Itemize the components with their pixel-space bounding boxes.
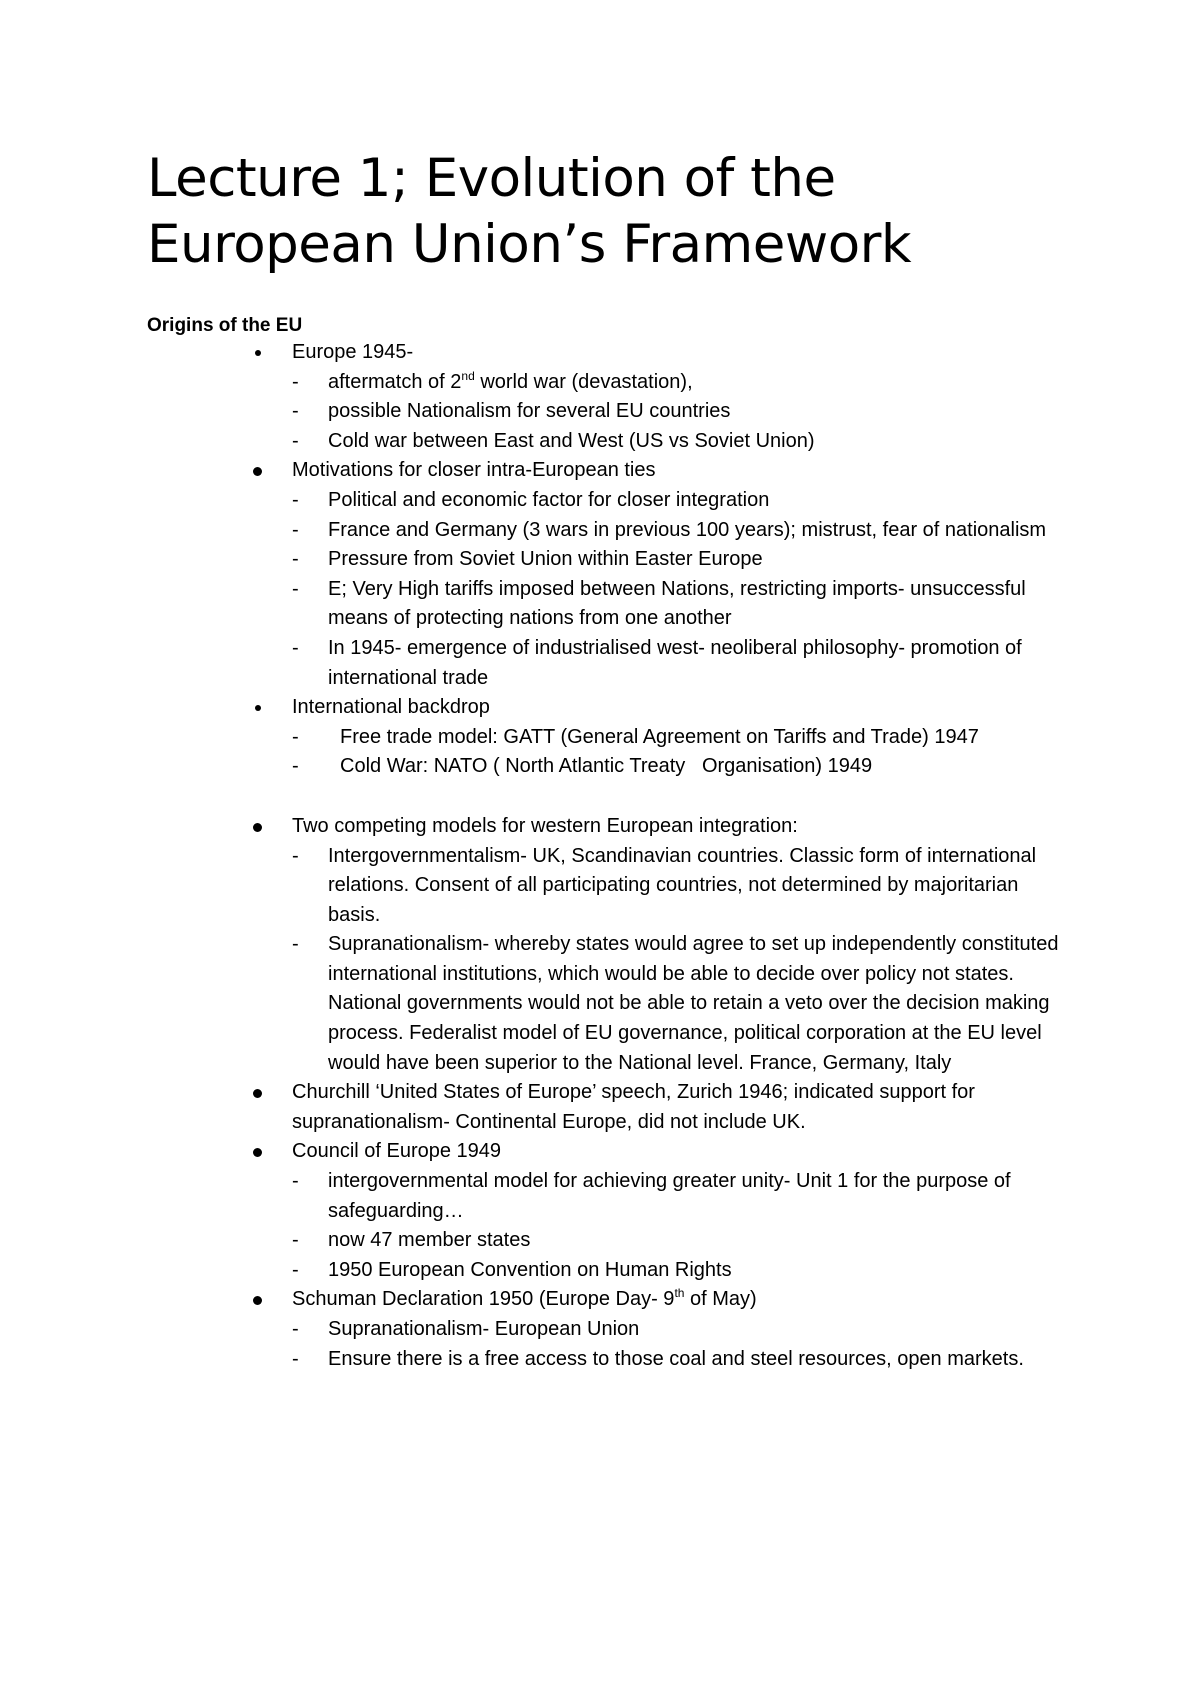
sub-text: Cold war between East and West (US vs Soviet Union) xyxy=(328,429,815,452)
dash-icon: - xyxy=(292,1170,299,1193)
dash-icon: - xyxy=(292,518,299,541)
blank-line xyxy=(0,782,1200,812)
bullet-item xyxy=(0,456,1072,486)
section-heading: Origins of the EU xyxy=(147,315,303,336)
dash-icon: - xyxy=(292,429,299,452)
sub-text: aftermatch of 2nd world war (devastation), xyxy=(328,368,693,393)
bullet-label: Europe 1945- xyxy=(292,341,414,363)
dash-icon: - xyxy=(292,577,299,600)
dash-icon: - xyxy=(292,548,299,571)
sub-item xyxy=(0,545,1068,575)
bullet-item xyxy=(0,1285,1072,1315)
sub-text: Supranationalism- European Union xyxy=(328,1318,640,1340)
bullet-label: Schuman Declaration 1950 (Europe Day- 9th of May) xyxy=(292,1286,757,1311)
sub-text: now 47 member states xyxy=(328,1229,531,1252)
page-title xyxy=(147,146,1107,278)
sub-item xyxy=(0,1345,1068,1375)
bullet-label: Two competing models for western European integration: xyxy=(292,814,798,837)
bullet-icon xyxy=(255,350,261,356)
title-line-1: Lecture 1; Evolution of the xyxy=(147,148,836,209)
sub-text: Supranationalism- whereby states would agree to set up independently constituted international institutions, which would be able to decide over policy not states. National governments would not be able to retain a veto over the decision making process. Federalist model of EU governance, political corporation at the EU level would have been superior to the National level. France, Germany, Italy xyxy=(328,933,1059,1074)
sub-item xyxy=(0,575,1068,634)
bullet-item xyxy=(0,693,1072,723)
sub-item xyxy=(0,1315,1068,1345)
dash-icon: - xyxy=(292,488,299,511)
sub-text: Cold War: NATO ( North Atlantic Treaty Organisation) 1949 xyxy=(340,755,873,778)
sub-item xyxy=(0,842,1068,931)
bullet-icon xyxy=(253,1296,262,1305)
sub-item xyxy=(0,752,1070,782)
bullet-label: International backdrop xyxy=(292,696,490,719)
sub-text: Intergovernmentalism- UK, Scandinavian countries. Classic form of international relations. Consent of all participating countries, not determined by majoritarian basis. xyxy=(328,844,1037,926)
bullet-icon xyxy=(253,1089,262,1098)
sub-item xyxy=(0,930,1068,1078)
dash-icon: - xyxy=(292,725,299,748)
bullet-label: Churchill ‘United States of Europe’ speech, Zurich 1946; indicated support for supranationalism- Continental Europe, did not include UK. xyxy=(292,1081,975,1133)
sub-item xyxy=(0,368,1068,398)
sub-item xyxy=(0,1167,1068,1226)
sub-item xyxy=(0,516,1068,546)
bullet-icon xyxy=(255,705,261,711)
sub-item xyxy=(0,1256,1068,1286)
dash-icon: - xyxy=(292,933,299,956)
bullet-label: Council of Europe 1949 xyxy=(292,1140,502,1163)
bullet-item xyxy=(0,1078,1072,1137)
sub-text: Free trade model: GATT (General Agreement on Tariffs and Trade) 1947 xyxy=(340,725,979,748)
sub-item xyxy=(0,634,1068,693)
dash-icon: - xyxy=(292,1229,299,1252)
bullet-item xyxy=(0,812,1072,842)
outline-list xyxy=(0,338,1200,1374)
bullet-icon xyxy=(253,467,262,476)
sub-item xyxy=(0,397,1068,427)
sub-text: Political and economic factor for closer integration xyxy=(328,488,770,511)
dash-icon: - xyxy=(292,1347,299,1370)
dash-icon: - xyxy=(292,1318,299,1340)
sub-item xyxy=(0,427,1068,457)
sub-text: possible Nationalism for several EU countries xyxy=(328,400,731,423)
bullet-item xyxy=(0,1137,1072,1167)
dash-icon: - xyxy=(292,400,299,423)
sub-text: Ensure there is a free access to those coal and steel resources, open markets. xyxy=(328,1347,1024,1370)
sub-text: E; Very High tariffs imposed between Nations, restricting imports- unsuccessful means of protecting nations from one another xyxy=(328,577,1026,630)
sub-text: In 1945- emergence of industrialised west- neoliberal philosophy- promotion of international trade xyxy=(328,636,1022,689)
dash-icon: - xyxy=(292,755,299,778)
dash-icon: - xyxy=(292,636,299,659)
bullet-item xyxy=(0,338,1072,368)
sub-item xyxy=(0,486,1068,516)
sub-item xyxy=(0,1226,1068,1256)
bullet-icon xyxy=(253,1148,262,1157)
bullet-icon xyxy=(253,823,262,832)
title-line-2: European Union’s Framework xyxy=(147,214,912,275)
sub-item xyxy=(0,723,1070,753)
dash-icon: - xyxy=(292,1258,299,1281)
sub-text: intergovernmental model for achieving greater unity- Unit 1 for the purpose of safeguarding… xyxy=(328,1170,1011,1222)
sub-text: 1950 European Convention on Human Rights xyxy=(328,1258,732,1281)
sub-text: France and Germany (3 wars in previous 100 years); mistrust, fear of nationalism xyxy=(328,518,1047,541)
dash-icon: - xyxy=(292,370,299,393)
sub-text: Pressure from Soviet Union within Easter Europe xyxy=(328,548,763,571)
bullet-label: Motivations for closer intra-European ties xyxy=(292,459,656,482)
dash-icon: - xyxy=(292,844,299,867)
